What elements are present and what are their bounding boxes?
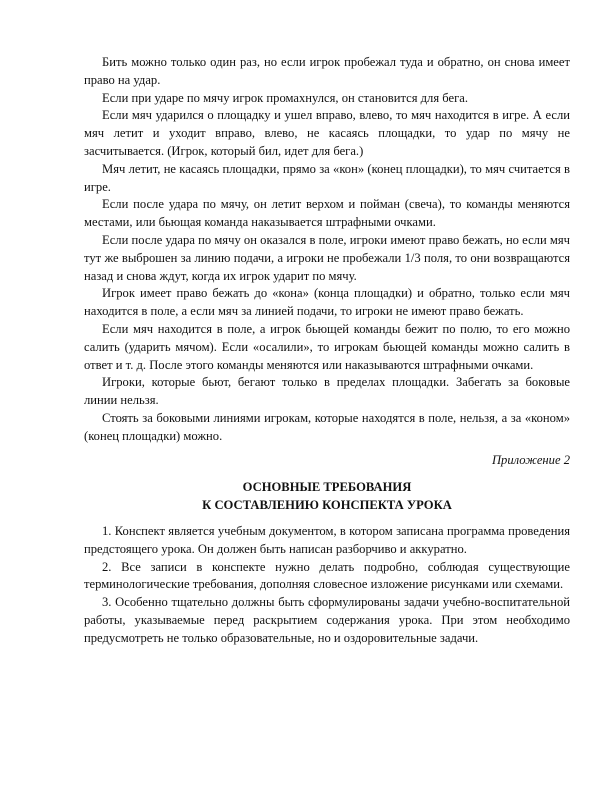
section-heading-line-1: ОСНОВНЫЕ ТРЕБОВАНИЯ xyxy=(242,480,412,495)
rules-paragraph-1: Бить можно только один раз, но если игрок пробежал туда и обратно, он снова имеет право на удар. xyxy=(84,55,570,87)
requirement-2: 2. Все записи в конспекте нужно делать подробно, соблюдая существующие терминологические требования, дополняя словесное изложение рисунками или схемами. xyxy=(84,559,570,592)
rules-paragraph-9: Игроки, которые бьют, бегают только в пределах площадки. Забегать за боковые линии нельзя. xyxy=(84,375,570,408)
rules-paragraph-3: Если мяч ударился о площадку и ушел вправо, влево, то мяч находится в игре. А если мяч летит и уходит вправо, влево, не касаясь площадки, то удар по мячу не засчитывается. (Игрок, который бил, идет для бега.) xyxy=(84,108,570,158)
rules-paragraph-10: Стоять за боковыми линиями игрокам, которые находятся в поле, нельзя, а за «коном» (конец площадки) можно. xyxy=(84,410,570,443)
rules-paragraph-6: Если после удара по мячу он оказался в поле, игроки имеют право бежать, но если мяч тут же выброшен за линию подачи, а игроки не пробежали 1/3 поля, то они возвращаются назад и снова ждут, когда их игрок ударит по мячу. xyxy=(84,232,570,283)
rules-paragraph-4: Мяч летит, не касаясь площадки, прямо за «кон» (конец площадки), то мяч считается в игре. xyxy=(84,161,570,194)
rules-paragraph-7: Игрок имеет право бежать до «кона» (конца площадки) и обратно, только если мяч находится в поле, а если мяч за линией подачи, то игроки не имеют право бежать. xyxy=(84,286,570,319)
rules-paragraph-5: Если после удара по мячу, он летит верхом и пойман (свеча), то команды меняются местами, или бьющая команда наказывается штрафными очками. xyxy=(84,197,570,230)
appendix-label: Приложение 2 xyxy=(491,452,570,467)
section-heading-line-2: К СОСТАВЛЕНИЮ КОНСПЕКТА УРОКА xyxy=(202,498,452,513)
requirement-3: 3. Особенно тщательно должны быть сформулированы задачи учебно-воспитательной работы, указываемые перед раскрытием содержания урока. При этом необходимо предусмотреть не только образовательные, но и оздоровительные задачи. xyxy=(84,595,570,645)
rules-paragraph-2: Если при ударе по мячу игрок промахнулся, он становится для бега. xyxy=(102,90,469,105)
rules-paragraph-8: Если мяч находится в поле, а игрок бьющей команды бежит по полю, то его можно салить (ударить мячом). Если «осалили», то игрокам бьющей команды можно салить в ответ и т. д. После этого команды меняются или наказываются штрафными очками. xyxy=(84,321,570,372)
page-content xyxy=(84,54,570,648)
requirement-1: 1. Конспект является учебным документом, в котором записана программа проведения предстоящего урока. Он должен быть написан разборчиво и аккуратно. xyxy=(84,523,570,556)
